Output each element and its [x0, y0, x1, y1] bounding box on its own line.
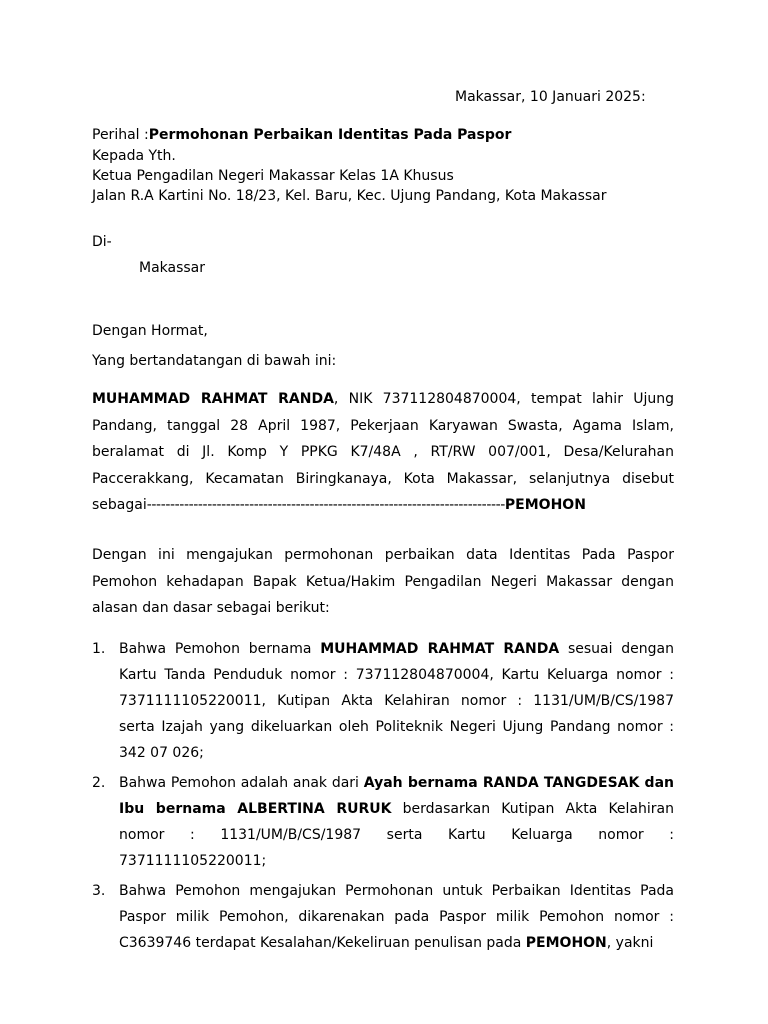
- list-item: [92, 770, 674, 874]
- identity-text: , NIK 737112804870004, tempat lahir Ujung Pandang, tanggal 28 April 1987, Pekerjaan Karyawan Swasta, Agama Islam, beralamat di Jl. Komp Y PPKG K7/48A , RT/RW 007/001, Desa/Kelurahan Paccerakkang, Kecamatan Biringkanaya, Kota Makassar, selanjutnya disebut sebagai: [92, 391, 674, 513]
- kepada-label: Kepada Yth.: [92, 148, 176, 164]
- list-text-part: Bahwa Pemohon mengajukan Permohonan untuk Perbaikan Identitas Pada Paspor milik Pemohon, dikarenakan pada Paspor milik Pemohon nomor : C3639746 terdapat Kesalahan/Kekeliruan penulisan pada: [119, 883, 674, 951]
- list-text: [119, 878, 674, 956]
- list-number: 3.: [92, 883, 106, 899]
- list-text: [119, 636, 674, 766]
- applicant-role: PEMOHON: [504, 497, 586, 513]
- list-text-part: , yakni: [606, 935, 654, 951]
- di-label: Di-: [92, 234, 112, 250]
- subject-title: Permohonan Perbaikan Identitas Pada Paspor: [148, 127, 512, 143]
- applicant-name: MUHAMMAD RAHMAT RANDA: [92, 391, 334, 407]
- list-number: 2.: [92, 775, 106, 791]
- subject-prefix: Perihal :: [92, 127, 149, 143]
- list-text-bold: Ayah bernama RANDA TANGDESAK dan Ibu bernama ALBERTINA RURUK: [119, 775, 674, 817]
- request-paragraph: Dengan ini mengajukan permohonan perbaikan data Identitas Pada Paspor Pemohon kehadapan Bapak Ketua/Hakim Pengadilan Negeri Makassar dengan alasan dan dasar sebagai berikut:: [92, 547, 674, 616]
- dash-separator: -----------------------------------------------------------------------------: [146, 497, 505, 513]
- list-text-bold: MUHAMMAD RAHMAT RANDA: [320, 641, 560, 657]
- list-item: [92, 636, 674, 766]
- list-text-part: Bahwa Pemohon bernama: [119, 641, 321, 657]
- intro-text: Yang bertandatangan di bawah ini:: [92, 353, 337, 369]
- list-text: [119, 770, 674, 874]
- list-item: [92, 878, 674, 956]
- recipient-name: Ketua Pengadilan Negeri Makassar Kelas 1A Khusus: [92, 168, 454, 184]
- reasons-list: [92, 636, 674, 960]
- list-text-part: berdasarkan Kutipan Akta Kelahiran nomor : 1131/UM/B/CS/1987 serta Kartu Keluarga nomor : 7371111105220011;: [119, 801, 674, 869]
- di-city: Makassar: [139, 260, 206, 276]
- list-number: 1.: [92, 641, 106, 657]
- letter-date: Makassar, 10 Januari 2025:: [455, 89, 646, 105]
- recipient-address: Jalan R.A Kartini No. 18/23, Kel. Baru, Kec. Ujung Pandang, Kota Makassar: [92, 188, 607, 204]
- letter-subject: [92, 125, 511, 145]
- list-text-part: sesuai dengan Kartu Tanda Penduduk nomor : 737112804870004, Kartu Keluarga nomor : 7371111105220011, Kutipan Akta Kelahiran nomor : 1131/UM/B/CS/1987 serta Izajah yang dikeluarkan oleh Politeknik Negeri Ujung Pandang nomor : 342 07 026;: [119, 641, 675, 761]
- greeting: Dengan Hormat,: [92, 323, 208, 339]
- list-text-bold: PEMOHON: [525, 935, 607, 951]
- identity-paragraph: [92, 386, 674, 519]
- list-text-part: Bahwa Pemohon adalah anak dari: [119, 775, 364, 791]
